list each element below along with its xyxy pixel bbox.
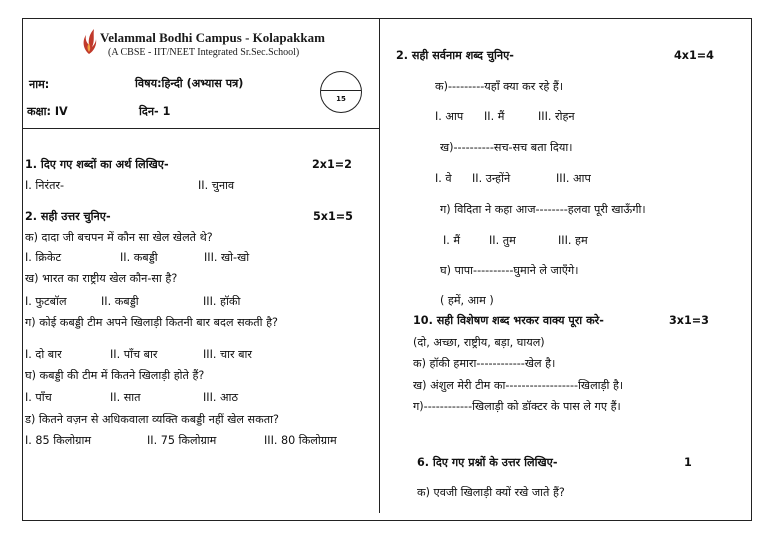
left-q2-option: I. पाँच — [25, 391, 52, 404]
left-q1-marks: 2x1=2 — [312, 158, 352, 171]
right-q2-title: 2. सही सर्वनाम शब्द चुनिए- — [396, 49, 514, 62]
left-q2-option: I. क्रिकेट — [25, 251, 62, 264]
right-q2-option: I. आप — [435, 110, 464, 123]
left-q2-question: ग) कोई कबड्डी टीम अपने खिलाड़ी कितनी बार बदल सकती है? — [25, 316, 278, 329]
right-q10-title: 10. सही विशेषण शब्द भरकर वाक्य पूरा करे- — [413, 314, 604, 327]
left-q2-question: क) दादा जी बचपन में कौन सा खेल खेलते थे? — [25, 231, 213, 244]
right-q2-option: I. वे — [435, 172, 452, 185]
right-q2-option: I. मैं — [443, 234, 461, 247]
left-q1-title: 1. दिए गए शब्दों का अर्थ लिखिए- — [25, 158, 169, 171]
left-q2-option: III. 80 किलोग्राम — [264, 434, 337, 447]
right-q2-option: II. उन्होंने — [472, 172, 511, 185]
header-divider — [22, 128, 379, 129]
right-q10-marks: 3x1=3 — [669, 314, 709, 327]
left-q2-option: II. पाँच बार — [110, 348, 158, 361]
right-q2-option: III. हम — [558, 234, 588, 247]
left-q2-option: III. हॉकी — [203, 295, 241, 308]
left-q2-option: II. कबड्डी — [120, 251, 158, 264]
right-q2-option: III. आप — [556, 172, 591, 185]
right-q10-question: क) हॉकी हमारा------------खेल है। — [413, 357, 556, 370]
right-q2-option: II. तुम — [489, 234, 516, 247]
school-name: Velammal Bodhi Campus - Kolapakkam — [100, 30, 325, 45]
right-q6-title: 6. दिए गए प्रश्नों के उत्तर लिखिए- — [417, 456, 558, 469]
left-q2-option: I. दो बार — [25, 348, 62, 361]
total-marks: 15 — [336, 95, 346, 103]
left-q2-marks: 5x1=5 — [313, 210, 353, 223]
worksheet-frame — [22, 18, 752, 521]
left-q1-item: II. चुनाव — [198, 179, 235, 192]
school-subtitle: (A CBSE - IIT/NEET Integrated Sr.Sec.School) — [108, 47, 300, 58]
total-marks-circle — [320, 71, 362, 113]
right-q2-question: क)---------यहाँ क्या कर रहे हैं। — [435, 80, 564, 93]
right-q6-marks: 1 — [684, 456, 692, 469]
left-q2-option: III. चार बार — [203, 348, 253, 361]
right-q10-question: ख) अंशुल मेरी टीम का------------------खिलाड़ी है। — [413, 379, 624, 392]
left-q2-option: II. सात — [110, 391, 141, 404]
class-label: कक्षा: IV — [27, 105, 68, 118]
left-q2-question: ख) भारत का राष्ट्रीय खेल कौन-सा है? — [25, 272, 178, 285]
school-logo-icon — [80, 27, 98, 55]
right-q2-marks: 4x1=4 — [674, 49, 714, 62]
right-q2-question: ख)----------सच-सच बता दिया। — [440, 141, 573, 154]
right-q2-option: II. मैं — [484, 110, 505, 123]
right-q2-question: घ) पापा----------घुमाने ले जाएँगे। — [440, 264, 579, 277]
right-q10-question: ग)------------खिलाड़ी को डॉक्टर के पास ले गए हैं। — [413, 400, 621, 413]
left-q2-option: III. आठ — [203, 391, 238, 404]
right-q2-option: III. रोहन — [538, 110, 575, 123]
right-q6-question: क) एवजी खिलाड़ी क्यों रखे जाते हैं? — [417, 486, 565, 499]
left-q2-option: III. खो-खो — [204, 251, 250, 264]
left-q2-option: II. कबड्डी — [101, 295, 139, 308]
left-q2-question: ड) कितने वज़न से अधिकवाला व्यक्ति कबड्डी नहीं खेल सकता? — [25, 413, 279, 426]
right-q2-question: ग) विदिता ने कहा आज--------हलवा पूरी खाऊँगी। — [440, 203, 646, 216]
left-q2-option: I. 85 किलोग्राम — [25, 434, 92, 447]
left-q1-item: I. निरंतर- — [25, 179, 65, 192]
right-q10-word-bank: (दो, अच्छा, राष्ट्रीय, बड़ा, घायल) — [413, 336, 545, 349]
day-label: दिन- 1 — [139, 105, 171, 118]
left-q2-option: II. 75 किलोग्राम — [147, 434, 217, 447]
right-q2-word-bank: ( हमें, आम ) — [440, 294, 494, 307]
column-divider — [379, 18, 380, 513]
marks-circle-line — [321, 90, 361, 91]
name-label: नाम: — [29, 78, 50, 91]
left-q2-title: 2. सही उत्तर चुनिए- — [25, 210, 111, 223]
left-q2-question: घ) कबड्डी की टीम में कितने खिलाड़ी होते हैं? — [25, 369, 205, 382]
subject-label: विषय:हिन्दी (अभ्यास पत्र) — [135, 77, 244, 90]
left-q2-option: I. फुटबॉल — [25, 295, 67, 308]
